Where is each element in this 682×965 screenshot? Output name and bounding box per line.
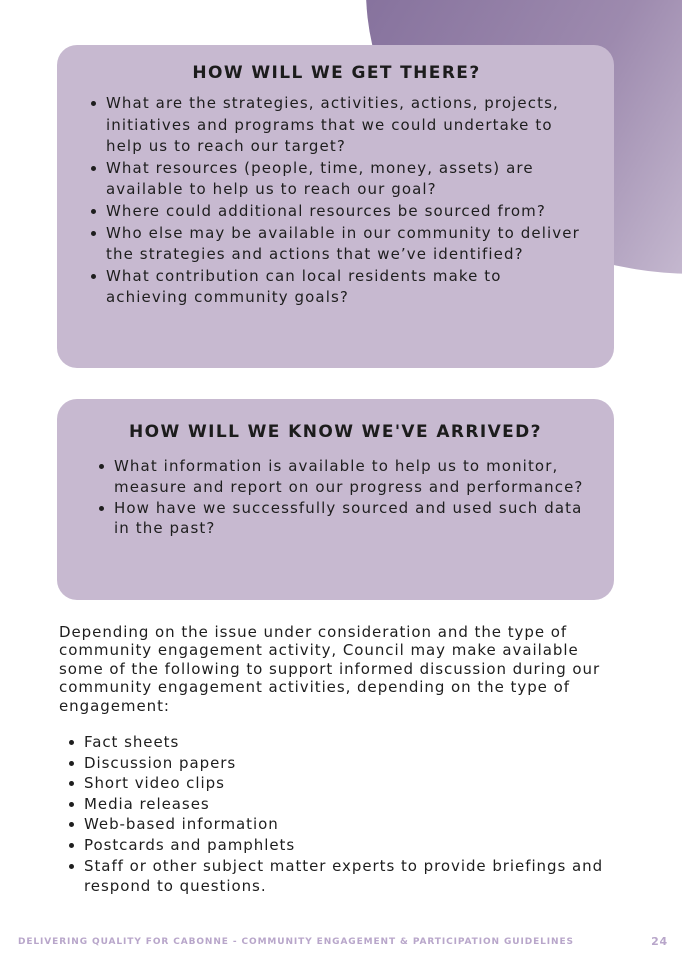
list-item: Media releases: [84, 794, 604, 815]
list-item: What information is available to help us to monitor, measure and report on our progress and performance?: [114, 457, 584, 496]
know-arrived-card: [57, 399, 614, 600]
resources-list: [84, 732, 604, 897]
list-item: What resources (people, time, money, assets) are available to help us to reach our goal?: [106, 158, 584, 201]
intro-paragraph: Depending on the issue under consideration and the type of community engagement activity, Council may make available some of the following to support informed discussion during our community engagement activities, depending on the type of engagement:: [59, 623, 601, 715]
page-number: 24: [651, 935, 668, 948]
list-item: What contribution can local residents make to achieving community goals?: [106, 266, 584, 309]
list-item: What are the strategies, activities, actions, projects, initiatives and programs that we could undertake to help us to reach our target?: [106, 93, 584, 158]
get-there-list: [89, 93, 584, 309]
list-item: Discussion papers: [84, 753, 604, 774]
list-item: Where could additional resources be sourced from?: [106, 201, 584, 223]
list-item: How have we successfully sourced and used such data in the past?: [114, 498, 583, 538]
list-item: Postcards and pamphlets: [84, 835, 604, 856]
get-there-card: [57, 45, 614, 368]
footer-title: DELIVERING QUALITY FOR CABONNE - COMMUNITY ENGAGEMENT & PARTICIPATION GUIDELINES: [18, 937, 574, 947]
list-item: Web-based information: [84, 814, 604, 835]
know-arrived-list: [97, 456, 584, 539]
know-arrived-heading: HOW WILL WE KNOW WE'VE ARRIVED?: [129, 422, 542, 442]
list-item: Who else may be available in our community to deliver the strategies and actions that we’ve identified?: [106, 223, 584, 266]
list-item: Fact sheets: [84, 732, 604, 753]
list-item: Staff or other subject matter experts to provide briefings and respond to questions.: [84, 856, 604, 896]
get-there-heading: HOW WILL WE GET THERE?: [192, 63, 481, 83]
list-item: Short video clips: [84, 773, 604, 794]
